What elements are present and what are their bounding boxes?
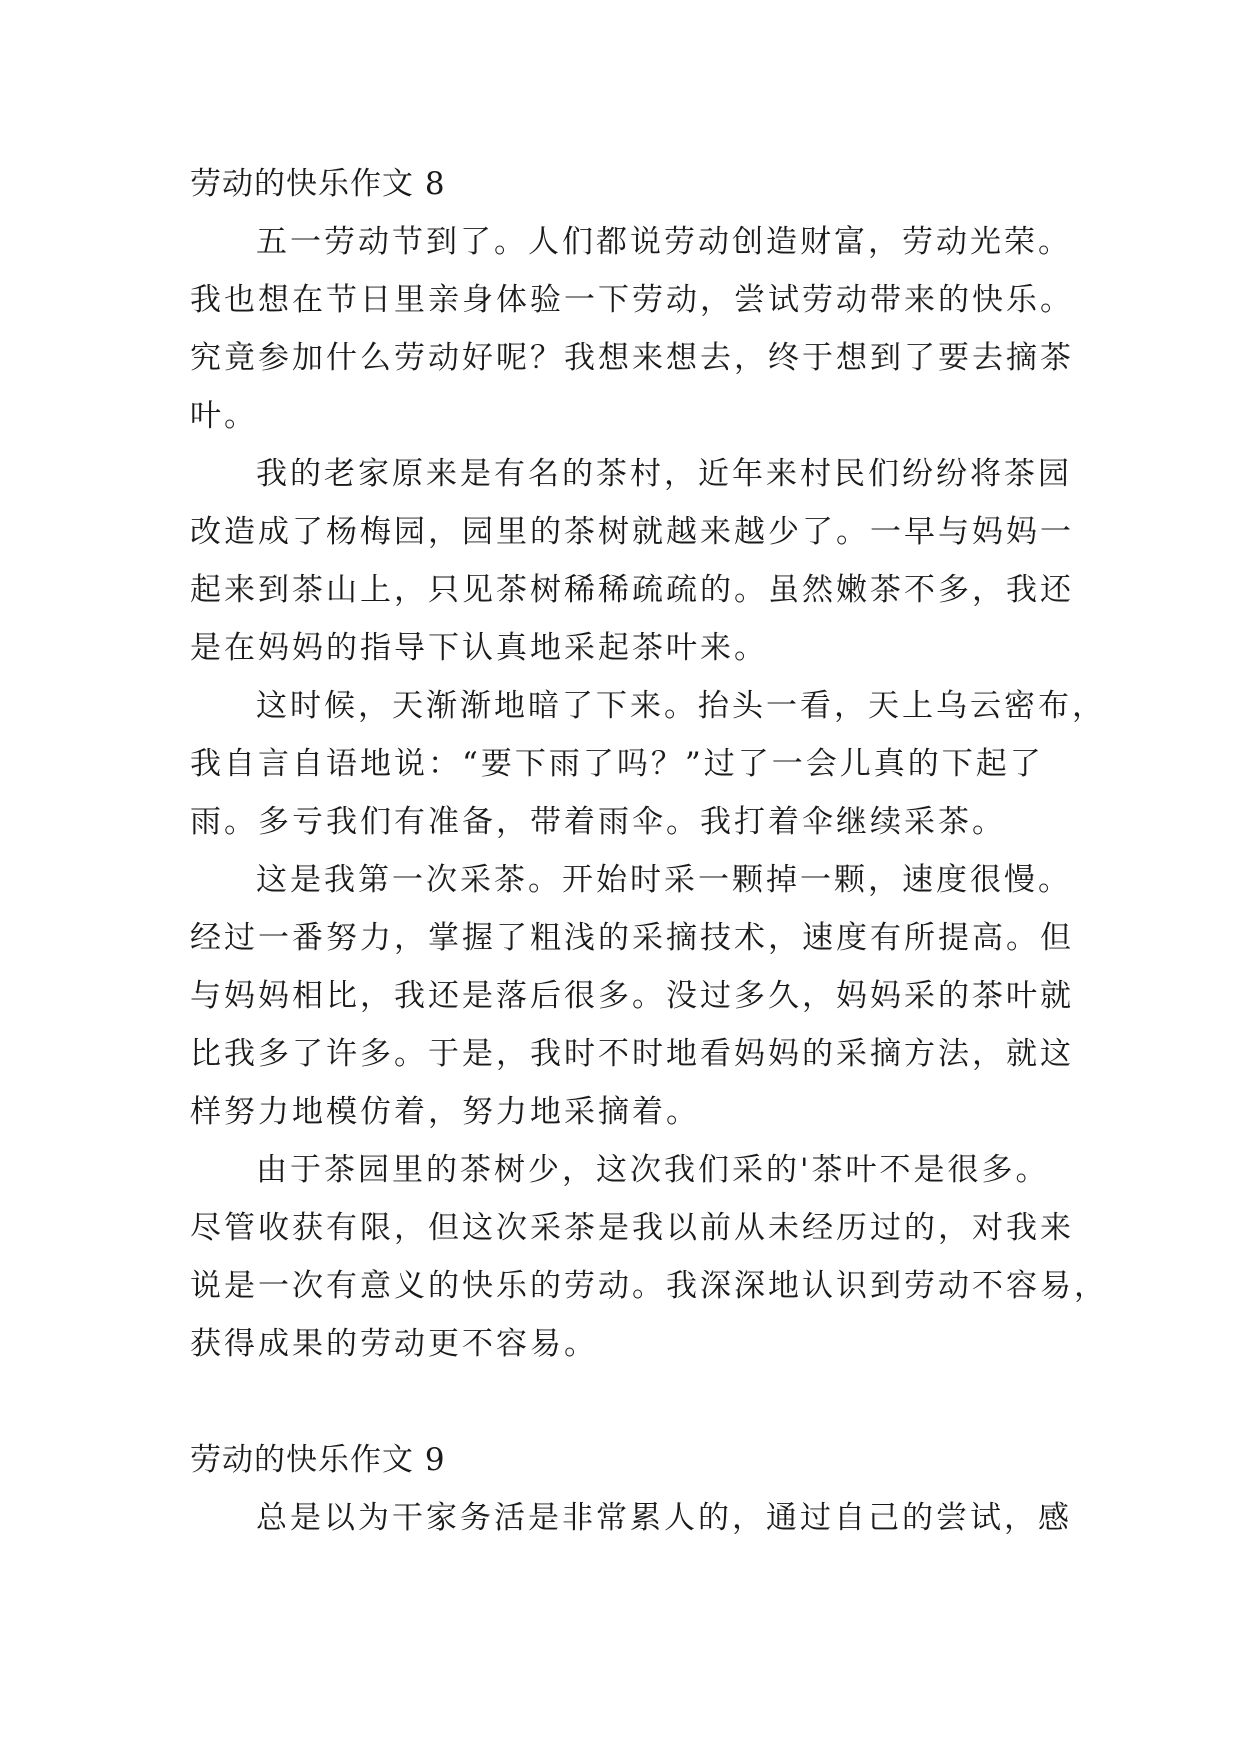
essay-8-p2-line2: 改造成了杨梅园，园里的茶树就越来越少了。一早与妈妈一 [190,514,1074,550]
essay-8-p1-line1: 五一劳动节到了。人们都说劳动创造财富，劳动光荣。 [256,224,1072,260]
essay-8-title: 劳动的快乐作文 8 [190,166,446,202]
essay-9-title: 劳动的快乐作文 9 [190,1442,446,1478]
essay-8-p4-line3: 与妈妈相比，我还是落后很多。没过多久，妈妈采的茶叶就 [190,978,1074,1014]
essay-8-p5-line1: 由于茶园里的茶树少，这次我们采的'茶叶不是很多。 [256,1152,1050,1188]
essay-8-p3-line3: 雨。多亏我们有准备，带着雨伞。我打着伞继续采茶。 [190,804,1006,840]
essay-8-p5-line2: 尽管收获有限，但这次采茶是我以前从未经历过的，对我来 [190,1210,1074,1246]
essay-8-p4-line5: 样努力地模仿着，努力地采摘着。 [190,1094,700,1130]
essay-8-p2-line4: 是在妈妈的指导下认真地采起茶叶来。 [190,630,768,666]
essay-8-p5-line3: 说是一次有意义的快乐的劳动。我深深地认识到劳动不容易， [190,1268,1108,1304]
essay-8-p4-line1: 这是我第一次采茶。开始时采一颗掉一颗，速度很慢。 [256,862,1072,898]
essay-8-p2-line3: 起来到茶山上，只见茶树稀稀疏疏的。虽然嫩茶不多，我还 [190,572,1074,608]
essay-8-p3-line1: 这时候，天渐渐地暗了下来。抬头一看，天上乌云密布， [256,688,1106,724]
essay-8-p4-line4: 比我多了许多。于是，我时不时地看妈妈的采摘方法，就这 [190,1036,1074,1072]
essay-8-p3-line2: 我自言自语地说：“要下雨了吗？”过了一会儿真的下起了 [190,746,1044,782]
essay-9-p1-line1: 总是以为干家务活是非常累人的，通过自己的尝试，感 [256,1500,1072,1536]
essay-8-p4-line2: 经过一番努力，掌握了粗浅的采摘技术，速度有所提高。但 [190,920,1074,956]
essay-8-p5-line4: 获得成果的劳动更不容易。 [190,1326,598,1362]
essay-8-p1-line2: 我也想在节日里亲身体验一下劳动，尝试劳动带来的快乐。 [190,282,1074,318]
essay-8-p1-line4: 叶。 [190,398,258,434]
essay-8-p2-line1: 我的老家原来是有名的茶村，近年来村民们纷纷将茶园 [256,456,1072,492]
essay-8-p1-line3: 究竟参加什么劳动好呢？我想来想去，终于想到了要去摘茶 [190,340,1074,376]
